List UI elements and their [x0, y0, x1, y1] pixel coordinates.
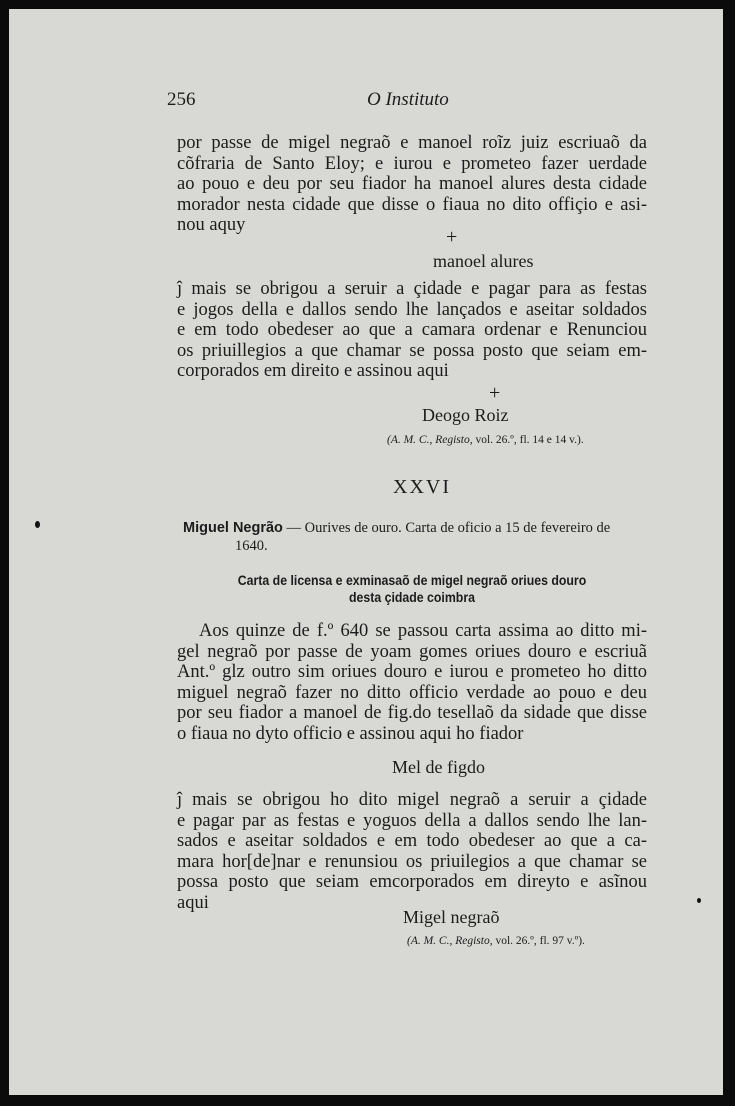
text-line: e em todo obedeser ao que a camara ordenar e Renunciou	[177, 320, 647, 340]
text-line: ao pouo e deu por seu fiador ha manoel alures desta cidade	[177, 174, 647, 194]
heading-line: Carta de licensa e exminasaõ de migel negraõ oriues douro	[237, 572, 587, 588]
paragraph-1	[177, 133, 647, 236]
entry-summary	[183, 519, 647, 555]
cross-mark: +	[489, 382, 501, 404]
text-line: e pagar par as festas e yoguos della a dallos sendo lhe lan-	[177, 810, 647, 831]
text-line: Aos quinze de f.º 640 se passou carta assima ao ditto mi-	[199, 621, 647, 641]
citation-source: (A. M. C., Registo,	[387, 434, 473, 446]
text-line: mara hor[de]nar e renunsiou os priuilegios a que chamar se	[177, 851, 647, 872]
page-number: 256	[167, 89, 196, 110]
text-line: aqui	[177, 892, 209, 913]
entry-date: 1640.	[235, 538, 268, 554]
text-line: sados e aseitar soldados e em todo obedeser ao que a ca-	[177, 831, 647, 851]
citation-details: vol. 26.º, fl. 14 e 14 v.).	[475, 434, 584, 446]
citation	[387, 434, 584, 446]
paragraph-4	[177, 790, 647, 913]
running-title: O Instituto	[367, 89, 449, 110]
section-number: XXVI	[393, 476, 451, 498]
heading-line: desta çidade coimbra	[348, 589, 475, 605]
citation	[407, 935, 585, 947]
paragraph-3	[177, 621, 647, 744]
text-line: ĵ mais se obrigou ho dito migel negraõ a seruir a çidade	[177, 790, 647, 810]
text-line: morador nesta cidade que disse o fiaua no dito offiçio e asi-	[177, 194, 647, 215]
text-line: possa posto que seiam emcorporados em direyto e asĩnou	[177, 872, 647, 892]
text-line: nou aquy	[177, 215, 246, 235]
text-line: por passe de migel negraõ e manoel roĩz juiz escriuaõ da	[177, 133, 647, 153]
text-line: cõfraria de Santo Eloy; e iurou e prometeo fazer uerdade	[177, 153, 647, 174]
text-line: e jogos della e dallos sendo lhe lançados e aseitar soldados	[177, 299, 647, 320]
text-line: o fiaua no dyto officio e assinou aqui ho fiador	[177, 723, 524, 744]
text-line: os priuillegios a que chamar se possa posto que seiam em-	[177, 340, 647, 361]
text-line: corporados em direito e assinou aqui	[177, 361, 449, 381]
page-sheet	[9, 9, 723, 1095]
paragraph-2	[177, 279, 647, 382]
text-line: miguel negraõ fazer no ditto officio verdade ao pouo e deu	[177, 682, 647, 703]
ink-speck	[697, 898, 701, 903]
signature-migel-negrao: Migel negraõ	[403, 907, 500, 927]
text-line: ĵ mais se obrigou a seruir a çidade e pagar para as festas	[177, 279, 647, 299]
ink-speck	[35, 521, 40, 528]
entry-name: Miguel Negrão	[183, 520, 283, 536]
signature-deogo-roiz: Deogo Roiz	[422, 405, 509, 425]
text-line: gel negraõ por passe de yoam gomes oriues douro e escriuã	[177, 641, 647, 662]
cross-mark: +	[446, 226, 458, 248]
citation-details: vol. 26.º, fl. 97 v.º).	[495, 935, 585, 947]
citation-source: (A. M. C., Registo,	[407, 935, 493, 947]
document-heading	[205, 572, 619, 606]
entry-text: — Ourives de ouro. Carta de oficio a 15 de fevereiro de	[286, 520, 611, 536]
signature-manoel-alures: manoel alures	[433, 251, 534, 271]
signature-mel-de-figdo: Mel de figdo	[392, 757, 485, 777]
text-line: Ant.º glz outro sim oriues douro e iurou e prometeo ho ditto	[177, 662, 647, 682]
text-line: por seu fiador a manoel de fig.do tesellaõ da sidade que disse	[177, 703, 647, 723]
